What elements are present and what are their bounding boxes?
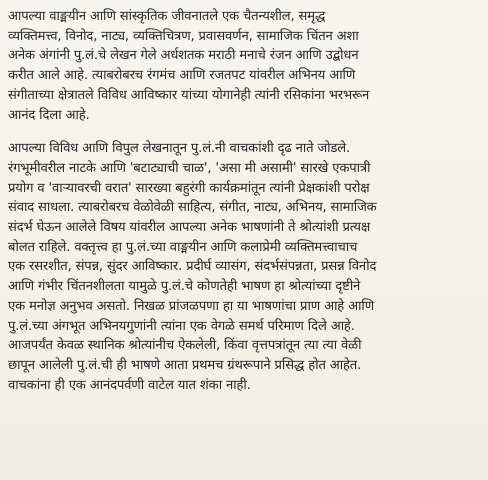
text-line: बोलत राहिले. वक्तृत्त्व हा पु.लं.च्या वाङ्मयीन आणि कलाप्रेमी व्यक्तिमत्त्वाचाच [8, 239, 358, 255]
text-line: आजपर्यंत केवळ स्थानिक श्रोत्यांनीच ऐकलेली, किंवा वृत्तपत्रांतून त्या त्या वेळी [8, 338, 362, 354]
text-line: व्यक्तिमत्त्व, विनोद, नाट्य, व्यक्तिचित्रण, प्रवासवर्णन, सामाजिक चिंतन अशा [8, 28, 359, 44]
text-line: आनंद दिला आहे. [8, 107, 90, 123]
text-line: आणि गंभीर चिंतनशीलता यामुळे पु.लं.चे कोणतेही भाषण हा श्रोत्यांच्या दृष्टीने [8, 279, 361, 295]
paragraph-2 [8, 139, 482, 395]
text-line: संवाद साधला. त्याबरोबरच वेळोवेळी साहित्य, संगीत, नाट्य, अभिनय, सामाजिक [8, 200, 377, 216]
paragraph-1 [8, 7, 482, 125]
paragraph-gap [8, 125, 482, 139]
text-line: प्रयोग व 'वाऱ्यावरची वरात' सारख्या बहुरंगी कार्यक्रमांतून त्यांनी प्रेक्षकांशी परोक्ष [8, 180, 370, 196]
text-line: छापून आलेली पु.लं.ची ही भाषणे आता प्रथमच ग्रंथरूपाने प्रसिद्ध होत आहेत. [8, 357, 362, 373]
text-line: वाचकांना ही एक आनंदपर्वणी वाटेल यात शंका नाही. [8, 377, 251, 393]
text-line: संगीताच्या क्षेत्रातले विविध आविष्कार यांच्या योगानेही त्यांनी रसिकांना भरभरून [8, 87, 370, 103]
text-line: संदर्भ घेऊन आलेले विषय यांवरील आपल्या अनेक भाषणांनी ते श्रोत्यांशी प्रत्यक्ष [8, 220, 371, 236]
text-line: आपल्या वाङ्मयीन आणि सांस्कृतिक जीवनातले एक चैतन्यशील, समृद्ध [8, 9, 326, 24]
text-line: एक मनोज्ञ अनुभव असतो. निखळ प्रांजळपणा हा या भाषणांचा प्राण आहे आणि [8, 298, 375, 314]
text-line: अनेक अंगांनी पु.लं.चे लेखन गेले अर्धशतक मराठी मनाचे रंजन आणि उद्बोधन [8, 48, 359, 64]
text-line: रंगभूमीवरील नाटके आणि 'बटाट्याची चाळ', 'असा मी असामी' सारखे एकपात्री [8, 160, 371, 176]
text-line: पु.लं.च्या अंगभूत अभिनयगुणांनी त्यांना एक वेगळे समर्थ परिमाण दिले आहे. [8, 318, 355, 334]
text-line: आपल्या विविध आणि विपुल लेखनातून पु.लं.नी वाचकांशी दृढ नाते जोडले. [8, 141, 351, 157]
text-line: करीत आले आहे. त्याबरोबरच रंगमंच आणि रजतपट यांवरील अभिनय आणि [8, 68, 356, 84]
text-line: एक रसरशीत, संपन्न, सुंदर आविष्कार. प्रदीर्घ व्यासंग, संदर्भसंपन्नता, प्रसन्न विनोद [8, 259, 377, 275]
